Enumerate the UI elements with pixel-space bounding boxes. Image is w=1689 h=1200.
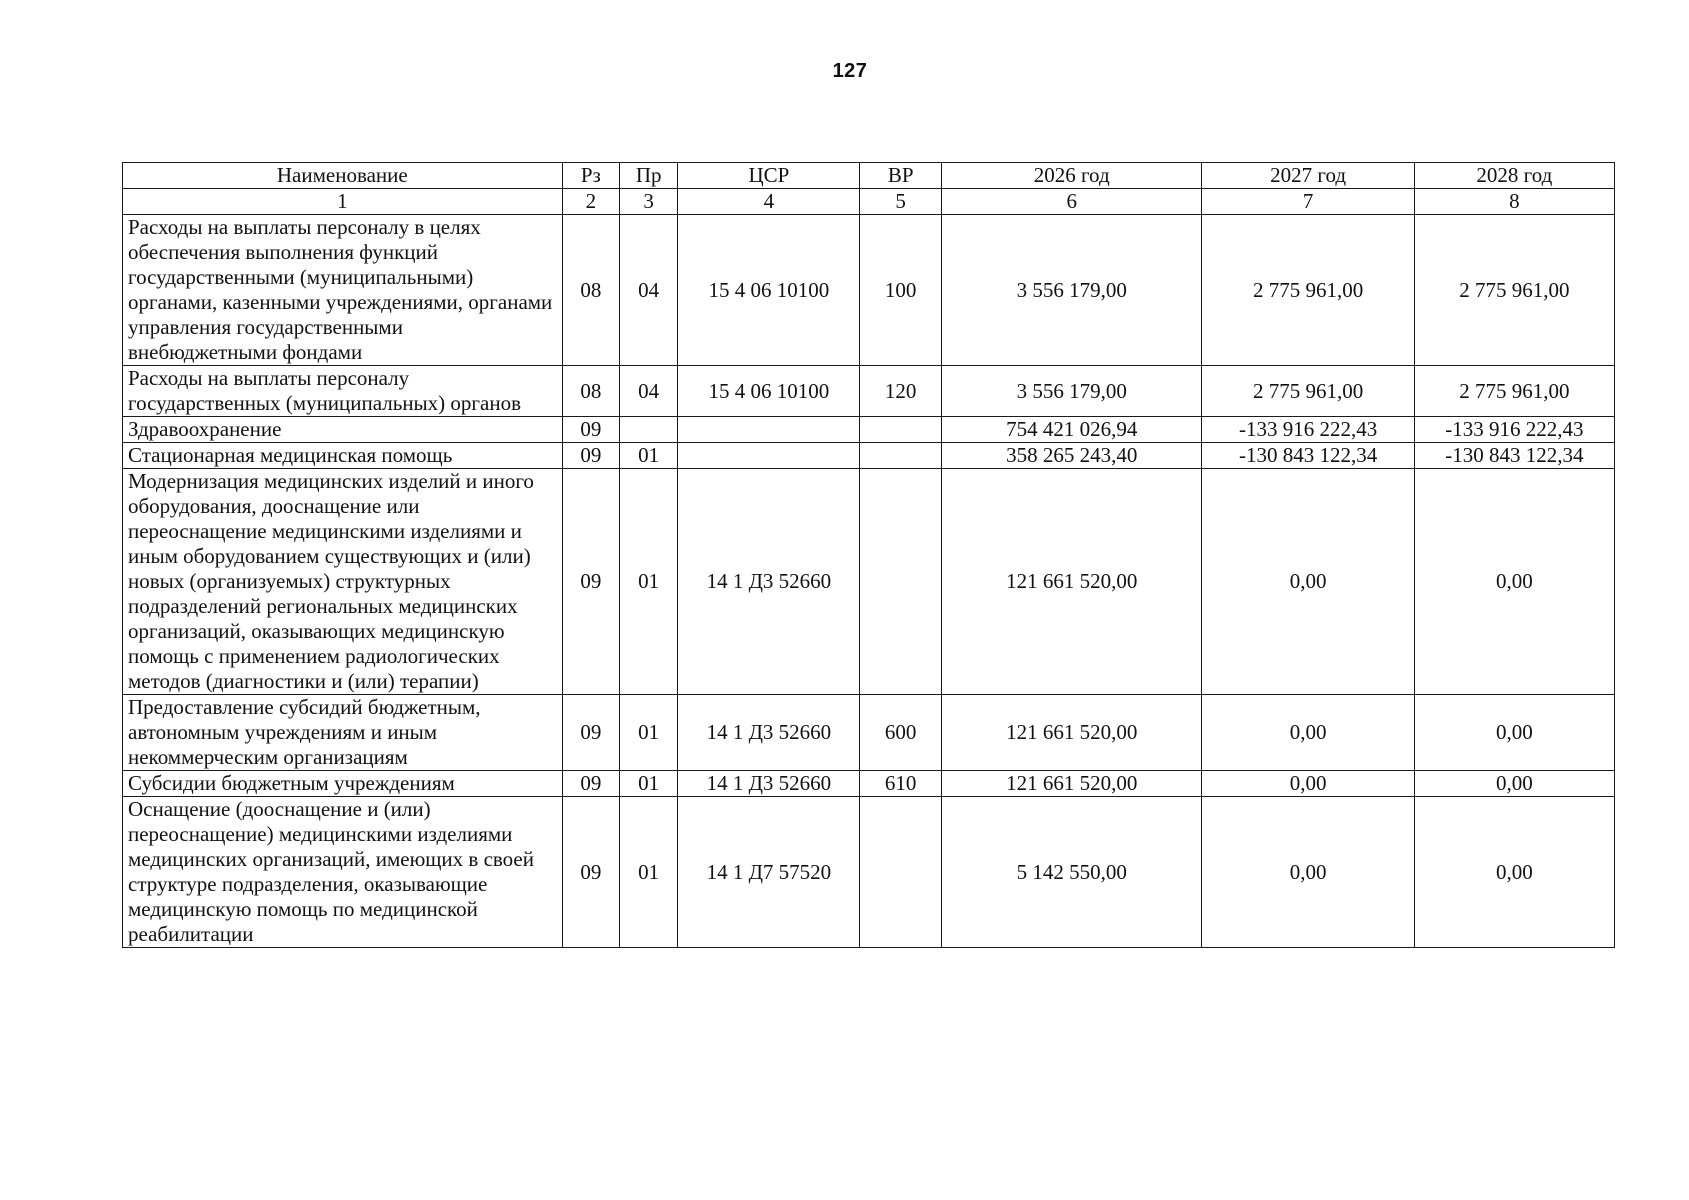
- row-pr: 01: [619, 771, 677, 797]
- row-amount-2027: 2 775 961,00: [1202, 366, 1414, 417]
- row-pr: [619, 417, 677, 443]
- page-number: 127: [832, 60, 868, 82]
- column-number: 4: [678, 189, 860, 215]
- header-csr: ЦСР: [678, 163, 860, 189]
- header-rz: Рз: [562, 163, 619, 189]
- row-rz: 09: [562, 469, 619, 695]
- budget-table: [122, 162, 1615, 948]
- row-csr: 14 1 Д3 52660: [678, 469, 860, 695]
- row-amount-2027: -133 916 222,43: [1202, 417, 1414, 443]
- column-number: 2: [562, 189, 619, 215]
- row-vr: [860, 417, 941, 443]
- table-row: [123, 443, 1615, 469]
- row-amount-2026: 3 556 179,00: [941, 215, 1202, 366]
- table-row: [123, 695, 1615, 771]
- row-amount-2027: 0,00: [1202, 695, 1414, 771]
- column-number: 5: [860, 189, 941, 215]
- row-rz: 09: [562, 797, 619, 948]
- column-number-row: [123, 189, 1615, 215]
- row-amount-2026: 121 661 520,00: [941, 695, 1202, 771]
- row-csr: [678, 417, 860, 443]
- row-amount-2028: 2 775 961,00: [1414, 366, 1614, 417]
- row-vr: [860, 443, 941, 469]
- table-row: [123, 417, 1615, 443]
- row-pr: 01: [619, 797, 677, 948]
- row-amount-2026: 754 421 026,94: [941, 417, 1202, 443]
- row-name: Субсидии бюджетным учреждениям: [123, 771, 563, 797]
- row-amount-2028: 0,00: [1414, 797, 1614, 948]
- table-row: [123, 366, 1615, 417]
- table-row: [123, 469, 1615, 695]
- row-rz: 08: [562, 215, 619, 366]
- row-name: Расходы на выплаты персоналу в целях обеспечения выполнения функций государственными (муниципальными) органами, казенными учреждениями, органами управления государственными внебюджетными фондами: [123, 215, 563, 366]
- row-rz: 08: [562, 366, 619, 417]
- row-rz: 09: [562, 771, 619, 797]
- row-vr: 100: [860, 215, 941, 366]
- row-name: Оснащение (дооснащение и (или) переоснащение) медицинскими изделиями медицинских организаций, имеющих в своей структуре подразделения, оказывающие медицинскую помощь по медицинской реабилитации: [123, 797, 563, 948]
- row-csr: 14 1 Д3 52660: [678, 771, 860, 797]
- table-row: [123, 215, 1615, 366]
- header-name: Наименование: [123, 163, 563, 189]
- row-vr: 610: [860, 771, 941, 797]
- row-amount-2027: 2 775 961,00: [1202, 215, 1414, 366]
- row-amount-2026: 3 556 179,00: [941, 366, 1202, 417]
- header-2026: 2026 год: [941, 163, 1202, 189]
- row-name: Модернизация медицинских изделий и иного оборудования, дооснащение или переоснащение медицинскими изделиями и иным оборудованием существующих и (или) новых (организуемых) структурных подразделений региональных медицинских организаций, оказывающих медицинскую помощь с применением радиологических методов (диагностики и (или) терапии): [123, 469, 563, 695]
- row-amount-2026: 358 265 243,40: [941, 443, 1202, 469]
- row-vr: 120: [860, 366, 941, 417]
- row-amount-2028: -130 843 122,34: [1414, 443, 1614, 469]
- row-rz: 09: [562, 443, 619, 469]
- row-amount-2028: 0,00: [1414, 771, 1614, 797]
- row-rz: 09: [562, 695, 619, 771]
- header-vr: ВР: [860, 163, 941, 189]
- row-vr: [860, 797, 941, 948]
- row-rz: 09: [562, 417, 619, 443]
- row-amount-2027: 0,00: [1202, 797, 1414, 948]
- row-pr: 04: [619, 366, 677, 417]
- header-row: [123, 163, 1615, 189]
- row-csr: [678, 443, 860, 469]
- column-number: 7: [1202, 189, 1414, 215]
- row-csr: 15 4 06 10100: [678, 366, 860, 417]
- table-row: [123, 771, 1615, 797]
- row-pr: 01: [619, 443, 677, 469]
- row-amount-2027: 0,00: [1202, 771, 1414, 797]
- row-vr: [860, 469, 941, 695]
- row-pr: 01: [619, 695, 677, 771]
- row-name: Предоставление субсидий бюджетным, автономным учреждениям и иным некоммерческим организациям: [123, 695, 563, 771]
- row-amount-2026: 5 142 550,00: [941, 797, 1202, 948]
- row-csr: 14 1 Д7 57520: [678, 797, 860, 948]
- column-number: 3: [619, 189, 677, 215]
- row-csr: 14 1 Д3 52660: [678, 695, 860, 771]
- row-amount-2026: 121 661 520,00: [941, 469, 1202, 695]
- row-amount-2027: 0,00: [1202, 469, 1414, 695]
- column-number: 8: [1414, 189, 1614, 215]
- row-pr: 01: [619, 469, 677, 695]
- row-amount-2026: 121 661 520,00: [941, 771, 1202, 797]
- table-row: [123, 797, 1615, 948]
- header-pr: Пр: [619, 163, 677, 189]
- row-amount-2028: 0,00: [1414, 695, 1614, 771]
- column-number: 6: [941, 189, 1202, 215]
- row-name: Расходы на выплаты персоналу государственных (муниципальных) органов: [123, 366, 563, 417]
- row-name: Здравоохранение: [123, 417, 563, 443]
- row-name: Стационарная медицинская помощь: [123, 443, 563, 469]
- column-number: 1: [123, 189, 563, 215]
- row-csr: 15 4 06 10100: [678, 215, 860, 366]
- row-amount-2027: -130 843 122,34: [1202, 443, 1414, 469]
- row-amount-2028: 0,00: [1414, 469, 1614, 695]
- row-amount-2028: -133 916 222,43: [1414, 417, 1614, 443]
- header-2027: 2027 год: [1202, 163, 1414, 189]
- row-vr: 600: [860, 695, 941, 771]
- header-2028: 2028 год: [1414, 163, 1614, 189]
- row-amount-2028: 2 775 961,00: [1414, 215, 1614, 366]
- row-pr: 04: [619, 215, 677, 366]
